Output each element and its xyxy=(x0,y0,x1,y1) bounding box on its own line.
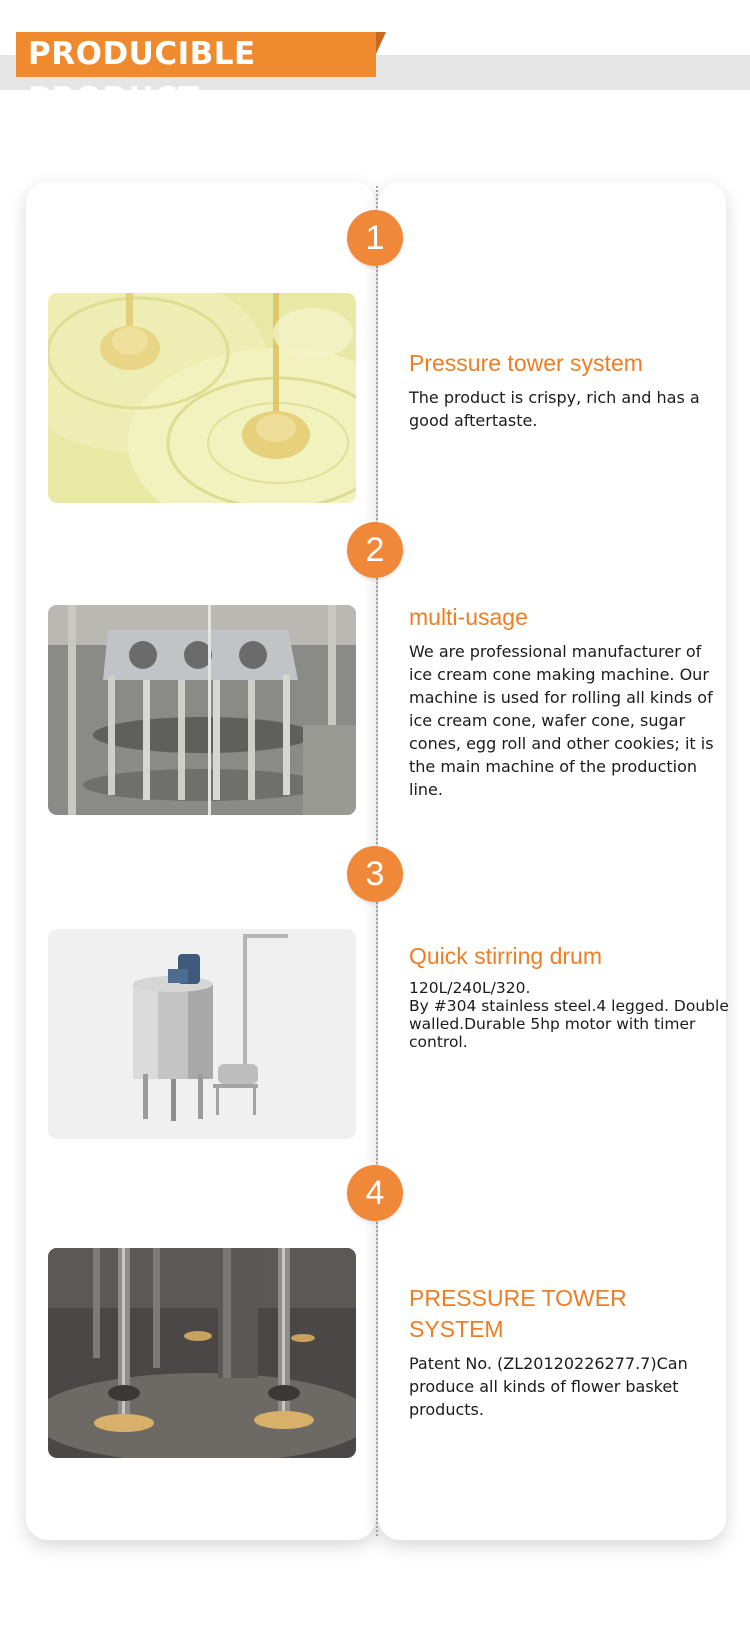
feature-1-title: Pressure tower system xyxy=(409,350,643,376)
step-badge-2: 2 xyxy=(347,522,403,578)
feature-2-description: We are professional manufacturer of ice cream cone making machine. Our machine is used for rolling all kinds of ice cream cone, wafer cone, sugar cones, egg roll and other cookies; it is the main machine of the production line. xyxy=(409,642,714,799)
stainless-stirring-drum-photo xyxy=(48,929,356,1139)
feature-3-capacity: 120L/240L/320. xyxy=(409,979,531,997)
feature-4 xyxy=(409,1283,729,1421)
feature-3 xyxy=(409,941,729,1051)
yellow-batter-pouring-photo xyxy=(48,293,356,503)
feature-4-title: PRESSURE TOWER SYSTEM xyxy=(409,1285,627,1342)
feature-3-title: Quick stirring drum xyxy=(409,943,602,969)
feature-4-description: Patent No. (ZL20120226277.7)Can produce all kinds of flower basket products. xyxy=(409,1354,688,1419)
feature-3-spec: By #304 stainless steel.4 legged. Double walled.Durable 5hp motor with timer control. xyxy=(409,997,729,1051)
feature-1 xyxy=(409,348,729,432)
cone-rolling-machine-photo xyxy=(48,605,356,815)
feature-1-description: The product is crispy, rich and has a good aftertaste. xyxy=(409,388,700,430)
step-badge-1: 1 xyxy=(347,210,403,266)
step-badge-4: 4 xyxy=(347,1165,403,1221)
flower-basket-molds-photo xyxy=(48,1248,356,1458)
feature-3-description xyxy=(409,979,729,1051)
step-badge-3: 3 xyxy=(347,846,403,902)
feature-2 xyxy=(409,602,729,801)
feature-2-title: multi-usage xyxy=(409,604,528,630)
section-title: PRODUCIBLE PRODUCT xyxy=(16,32,376,77)
header-fold xyxy=(376,32,386,54)
